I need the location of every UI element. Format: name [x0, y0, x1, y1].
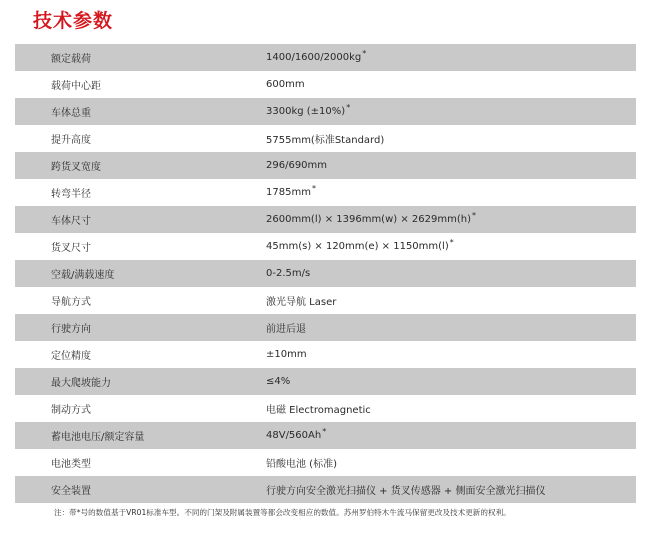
spec-value — [266, 293, 636, 308]
spec-label: 导航方式 — [51, 297, 91, 308]
spec-value-text: 1400/1600/2000kg — [266, 52, 362, 63]
spec-value — [266, 131, 636, 146]
footnote: 注：带*号的数值基于VR01标准车型。不同的门架及附属装置等都会改变相应的数值。苏州罗伯特木牛流马保留更改及技术更新的权利。 — [54, 508, 511, 517]
spec-value — [266, 79, 636, 90]
spec-label: 提升高度 — [51, 135, 91, 146]
spec-label: 额定载荷 — [51, 54, 91, 65]
spec-row — [15, 233, 636, 260]
spec-label: 跨货叉宽度 — [51, 162, 101, 173]
spec-value-text: 铅酸电池 (标准) — [266, 459, 337, 470]
spec-value-text: 48V/560Ah — [266, 430, 322, 441]
spec-row — [15, 368, 636, 395]
spec-row — [15, 341, 636, 368]
spec-value-text: 1785mm — [266, 187, 311, 198]
spec-value-text: 激光导航 Laser — [266, 297, 337, 308]
spec-value — [266, 426, 636, 441]
spec-label: 制动方式 — [51, 405, 91, 416]
spec-label: 载荷中心距 — [51, 81, 101, 92]
spec-row — [15, 422, 636, 449]
footnote-marker: * — [362, 48, 367, 58]
spec-value — [266, 320, 636, 335]
spec-row — [15, 260, 636, 287]
spec-row — [15, 287, 636, 314]
footnote-marker: * — [346, 102, 351, 112]
spec-row — [15, 152, 636, 179]
spec-value — [266, 210, 636, 225]
page-title: 技术参数 — [33, 10, 114, 32]
spec-value — [266, 268, 636, 279]
spec-value-text: 5755mm(标准Standard) — [266, 135, 385, 146]
spec-row — [15, 314, 636, 341]
spec-label: 空载/满载速度 — [51, 270, 115, 281]
spec-label: 转弯半径 — [51, 189, 91, 200]
spec-value — [266, 237, 636, 252]
spec-row — [15, 125, 636, 152]
spec-value — [266, 183, 636, 198]
spec-label: 车体总重 — [51, 108, 91, 119]
spec-value-text: 2600mm(l) × 1396mm(w) × 2629mm(h) — [266, 214, 471, 225]
spec-row — [15, 44, 636, 71]
spec-row — [15, 71, 636, 98]
spec-label: 货叉尺寸 — [51, 243, 91, 254]
spec-value-text: ±10mm — [266, 349, 307, 360]
spec-value-text: ≤4% — [266, 376, 291, 387]
spec-value — [266, 48, 636, 63]
spec-value — [266, 349, 636, 360]
spec-label: 电池类型 — [51, 459, 91, 470]
spec-label: 蓄电池电压/额定容量 — [51, 432, 145, 443]
spec-value-text: 行驶方向安全激光扫描仪 + 货叉传感器 + 侧面安全激光扫描仪 — [266, 486, 546, 497]
footnote-marker: * — [449, 237, 454, 247]
spec-value-text: 电磁 Electromagnetic — [266, 405, 371, 416]
spec-value — [266, 482, 636, 497]
spec-label: 安全装置 — [51, 486, 91, 497]
spec-value-text: 296/690mm — [266, 160, 328, 171]
spec-row — [15, 179, 636, 206]
spec-value-text: 600mm — [266, 79, 305, 90]
spec-value — [266, 376, 636, 387]
spec-label: 行驶方向 — [51, 324, 91, 335]
spec-value — [266, 455, 636, 470]
spec-row — [15, 98, 636, 125]
spec-label: 最大爬坡能力 — [51, 378, 111, 389]
spec-label: 定位精度 — [51, 351, 91, 362]
spec-value-text: 45mm(s) × 120mm(e) × 1150mm(l) — [266, 241, 449, 252]
spec-value-text: 3300kg (±10%) — [266, 106, 346, 117]
footnote-marker: * — [471, 210, 476, 220]
spec-value — [266, 401, 636, 416]
spec-row — [15, 449, 636, 476]
spec-value-text: 前进后退 — [266, 324, 306, 335]
spec-table — [15, 44, 636, 503]
footnote-marker: * — [311, 183, 316, 193]
spec-value-text: 0-2.5m/s — [266, 268, 311, 279]
spec-row — [15, 206, 636, 233]
footnote-marker: * — [322, 426, 327, 436]
spec-value — [266, 160, 636, 171]
spec-label: 车体尺寸 — [51, 216, 91, 227]
spec-value — [266, 102, 636, 117]
spec-row — [15, 395, 636, 422]
spec-row — [15, 476, 636, 503]
